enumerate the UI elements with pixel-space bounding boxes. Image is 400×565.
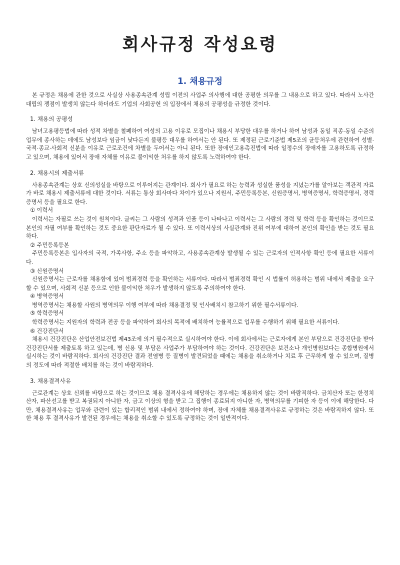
list-item-heading: ④ 병역증명서 [30,294,64,301]
list-item-body: 병역증명서는 채용할 사원의 병역의무 이행 여부에 따라 채용결정 및 인사배치시 참고하기 위한 필수서류이다. [32,302,299,309]
list-item-body: 채용시 건강진단은 산업안전보건법 제43조에 의거 필수적으로 실시하여야 한다. 이에 회사에서는 근로자에게 본인 부담으로 건강진단을 받아 건강진단서를 제출토록 하고 있는데, 병 신용 및 부담은 사업주가 부담하여야 하는 것이다. 건강진단은 보건소나 개인병원보다는 종합병원에서 실시하는 것이 바람직하다. 회사의 건강진단 결과 전염병 등 질병이 발견되었을 때에는 채용을 취소하거나 치료 후 근무하게 할 수 있으며, 질병의 정도에 따라 적절한 배치를 하는 것이 바람직하다. [26,337,374,370]
list-item-heading: ① 이력서 [30,208,54,215]
list-item-heading: ③ 신원증명서 [30,268,64,275]
list-item-body: 학력증명서는 지원자의 학력과 전공 등을 파악하여 회사의 목적에 배치하여 능률적으로 업무를 수행하기 위해 필요한 서류이다. [32,320,340,327]
intro-paragraph: 본 규정은 채용에 관한 것으로 사실상 사용종속관계 성립 이전의 사업주 의사행에 대한 공평한 의무를 그 내용으로 하고 있다. 따라서 노사간 대립의 쟁점이 발생치 않는다 하더라도 기업의 사회공헌 의 입장에서 채용의 공평성을 규정한 것이다. [26,93,374,108]
list-item-body: 신원증명서는 근로자를 채용함에 있어 범죄경력 등을 확인하는 서류이다. 따라서 범죄경력 확인 시 법률이 허용하는 범위 내에서 제출을 요구할 수 있으며, 사회적 신분 등으로 인한 불이익한 처우가 발생하지 않도록 주의하여야 한다. [26,277,374,292]
list-item-body: 이력서는 자필로 쓰는 것이 원칙이다. 글씨는 그 사람의 성격과 인품 등이 나타나고 이력서는 그 사람의 경력 및 학력 등을 확인하는 것이므로 본인의 자필 여부를 확인하는 것도 중요한 판단자료가 될 수 있다. 또 이력서상의 사실관계와 진위 여부에 대하여 본인의 확인을 받는 것도 필요하다. [26,216,374,241]
section-heading-1: 1. 채용의 공평성 [30,117,73,124]
section-heading-3: 3. 채용결격사유 [30,378,71,385]
chapter-heading: 1. 채용규정 [177,77,223,87]
section-3-body: 근로관계는 상호 신뢰를 바탕으로 하는 것이므로 채용 결격사유에 해당하는 경우에는 채용하지 않는 것이 바람직하다. 금치산자 또는 한정치산자, 파산선고를 받고 복권되지 아니한 자, 금고 이상의 형을 받고 그 집행이 종료되지 아니한 자, 병역의무를 기피한 자 등이 이에 해당한다. 다만, 채용결격사유는 업무와 관련이 있는 합리적인 범위 내에서 정하여야 하며, 장애 자체를 채용결격사유로 규정하는 것은 바람직하지 않다. 또한 채용 후 결격사유가 발견된 경우에는 채용을 취소할 수 있도록 규정하는 것이 일반적이다. [26,390,374,423]
section-1-body: 남녀고용평등법에 따라 성적 차별을 철폐하여 여성의 고용 이유로 모집이나 채용시 부당한 대우를 하거나 하여 남성과 동일 직종·동일 수준의 업무에 종사하는 데에도 남성보다 임금이 낮다든지 불평등 대우를 하여서는 안 된다. 또 제정된 근로기준법 제5조의 균등처우에 관련하여 성별·국적·종교·사회적 신분을 이유로 근로조건에 차별을 두어서는 아니 된다. 또한 장애인고용촉진법에 따라 일정수의 장애자를 고용하도록 규정하고 있으며, 채용에 있어서 장애 자체를 이유로 불이익한 처우를 하지 않도록 노력하여야 한다. [26,129,374,161]
list-item-body: 주민등록등본은 입사자의 국적, 가족사항, 주소 등을 파악하고, 사용종속관계상 발생될 수 있는 근로자의 인적사항 확인 등에 필요한 서류이다. [26,251,374,266]
list-item-heading: ⑥ 건강진단서 [30,328,64,335]
list-item-heading: ② 주민등록등본 [30,242,70,249]
section-heading-2: 2. 채용시의 제출서류 [30,170,85,177]
list-item-heading: ⑤ 학력증명서 [30,311,64,318]
section-2-body: 사용종속관계는 상호 신의성실을 바탕으로 이루어지는 관계이다. 회사가 필요로 하는 능력과 성실한 품성을 지녔는가를 알아보는 객관적 자료가 바로 채용시 제출서류에 대한 것이다. 서류는 통상 회사마다 차이가 있으나 지원서, 주민등록등본, 신원증명서, 병역증명서, 학력증명서, 경력증명서 등을 필요로 한다. [26,182,374,206]
document-title: 회사규정 작성요령 [122,35,278,55]
